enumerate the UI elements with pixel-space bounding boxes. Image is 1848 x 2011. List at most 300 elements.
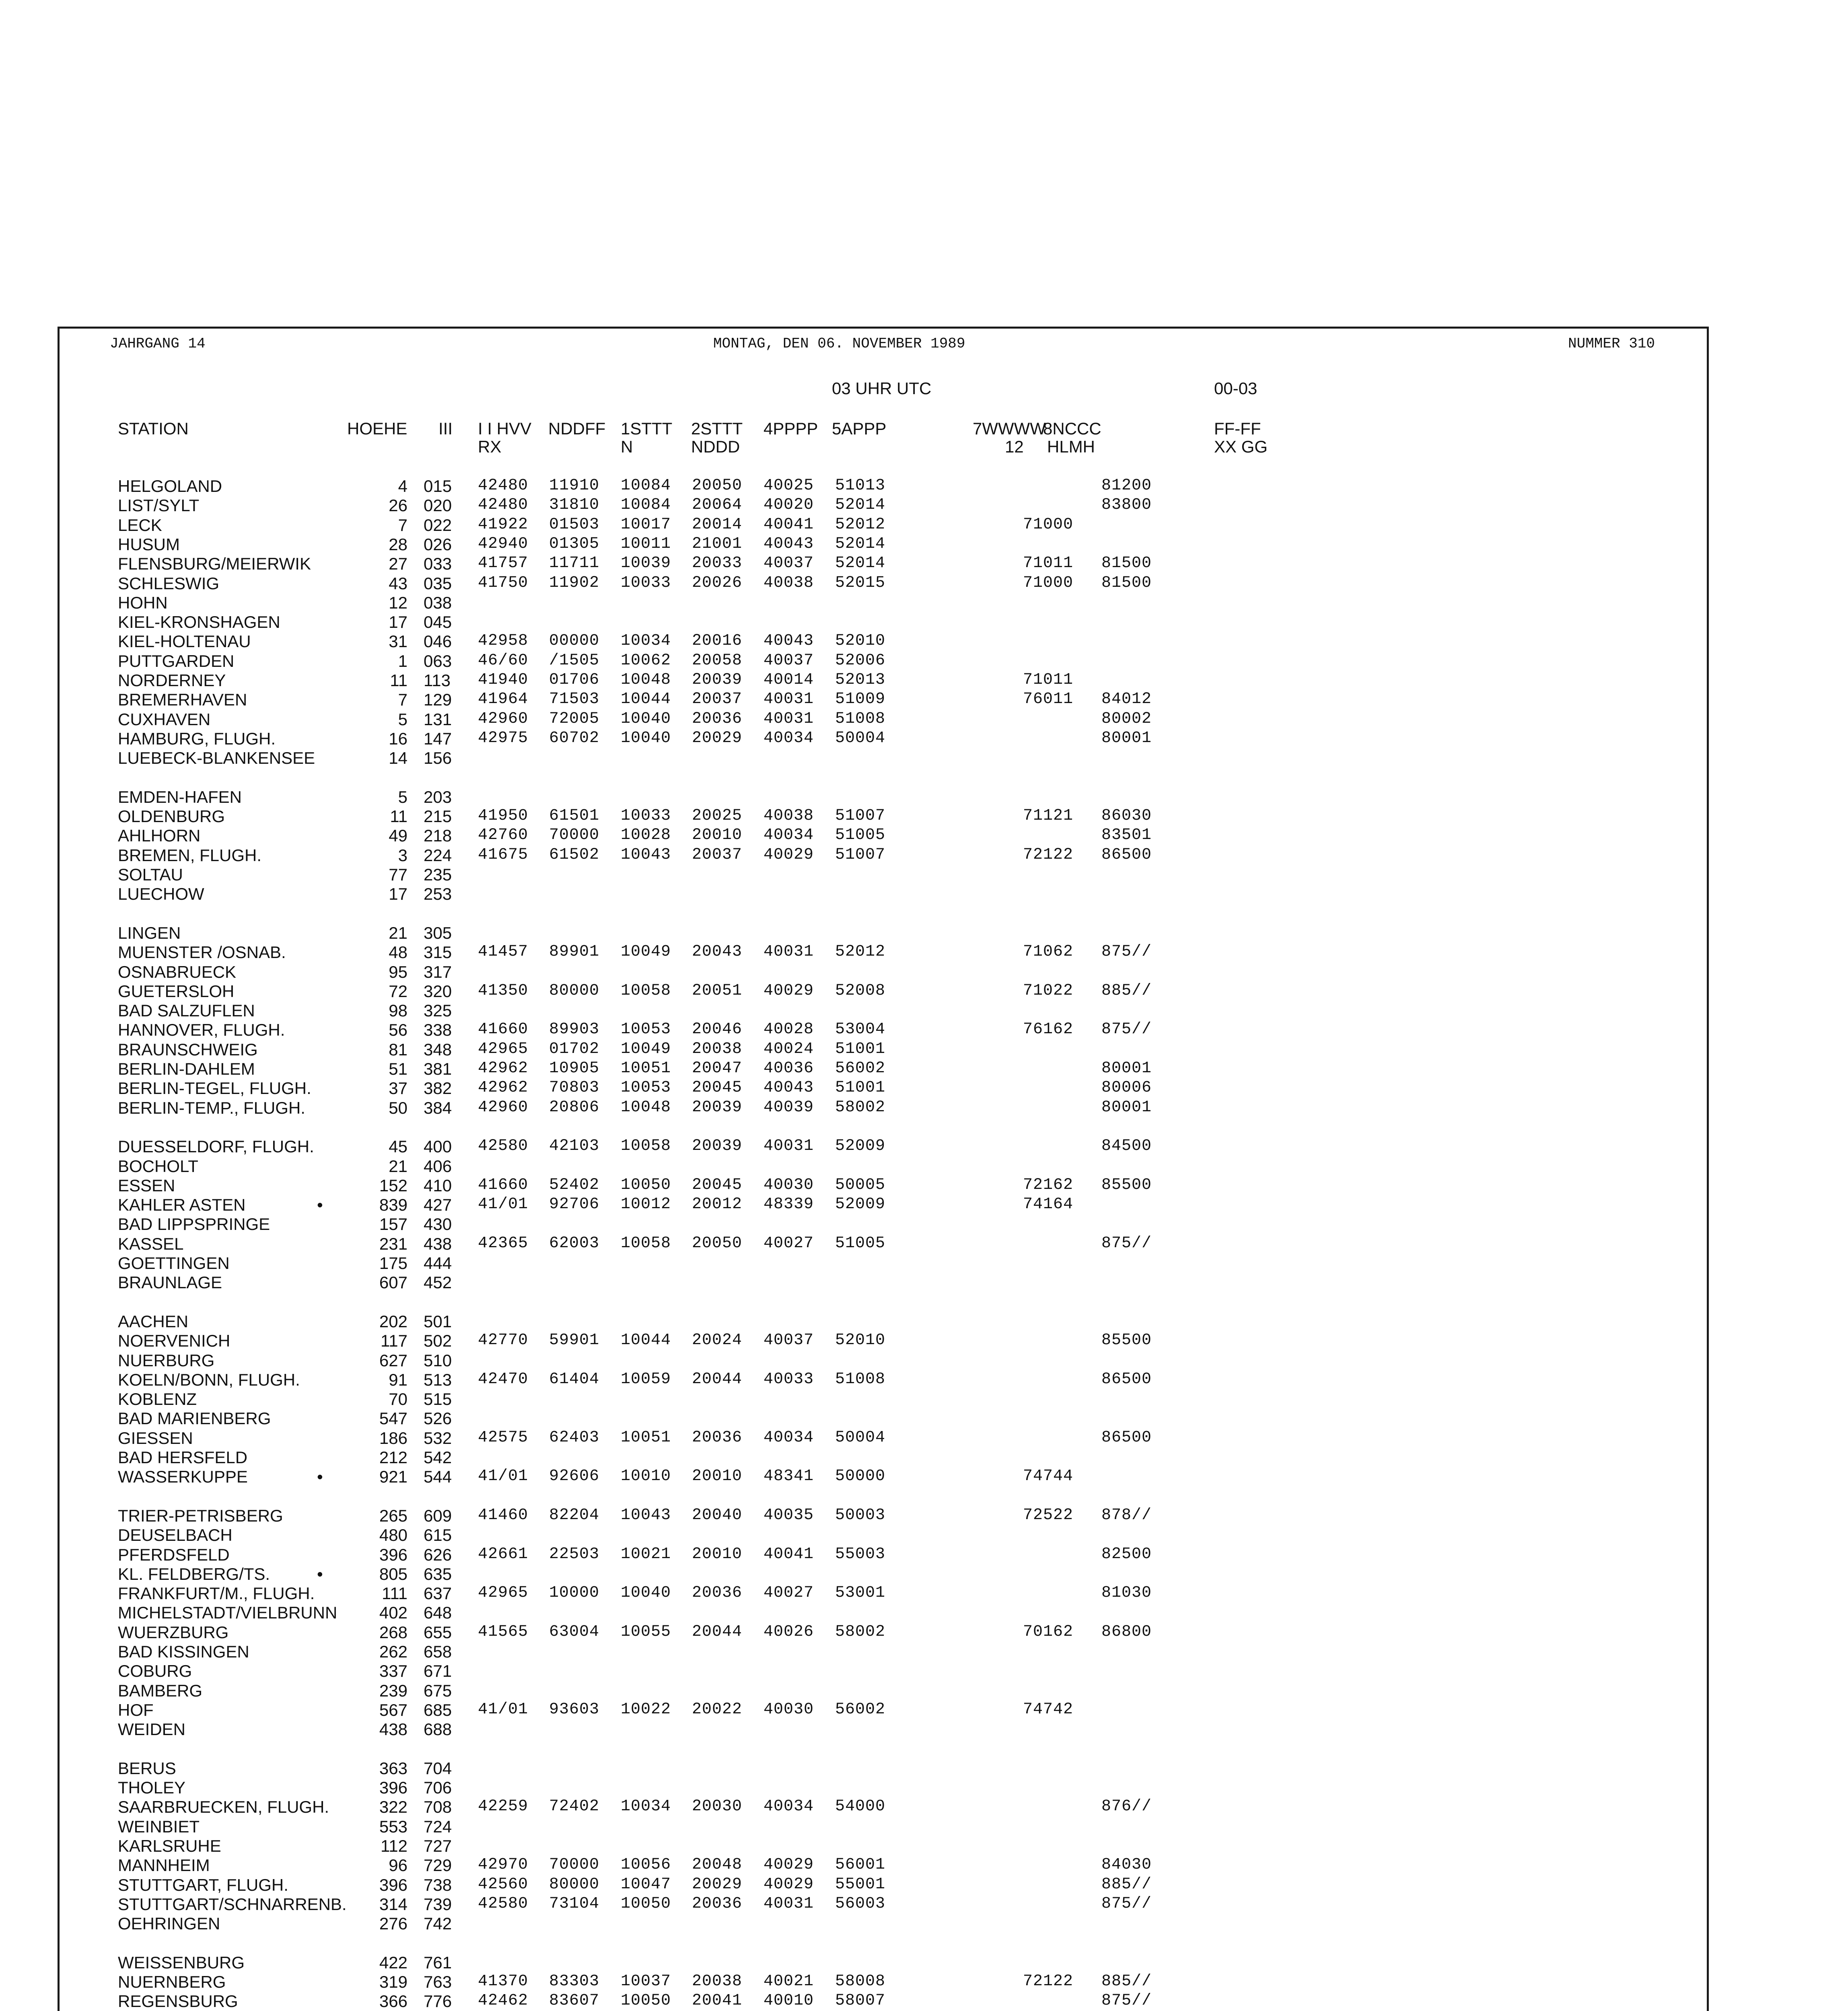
obs-group: 58002 <box>835 1622 886 1641</box>
station-name: BAD KISSINGEN <box>118 1642 249 1661</box>
obs-group: 52014 <box>835 535 886 553</box>
obs-group: 41/01 <box>478 1467 529 1486</box>
station-name: BREMERHAVEN <box>118 690 247 709</box>
obs-group: 41/01 <box>478 1195 529 1214</box>
obs-group: 10050 <box>621 1894 671 1913</box>
station-hoehe: 5 <box>398 709 407 729</box>
cloud-group: 875// <box>1101 1020 1152 1039</box>
cloud-group: 80001 <box>1101 1059 1152 1077</box>
obs-group: 10058 <box>621 1137 671 1156</box>
station-id: 015 <box>424 477 452 496</box>
cloud-group: 80006 <box>1101 1079 1152 1097</box>
col-ff-ff: FF-FF <box>1214 419 1261 438</box>
station-hoehe: 112 <box>381 1836 407 1855</box>
obs-group: 40037 <box>763 1331 814 1350</box>
station-hoehe: 839 <box>379 1195 407 1215</box>
obs-group: 55003 <box>835 1545 886 1563</box>
obs-group: 20036 <box>692 1584 743 1602</box>
cloud-group: 85500 <box>1101 1176 1152 1194</box>
obs-group: 41457 <box>478 943 529 961</box>
station-id: 761 <box>424 1953 452 1972</box>
obs-group: 20058 <box>692 651 743 670</box>
station-name: KAHLER ASTEN <box>118 1195 246 1215</box>
station-name: STUTTGART, FLUGH. <box>118 1875 288 1894</box>
col-station: STATION <box>118 419 189 438</box>
station-hoehe: 5 <box>398 787 407 806</box>
obs-group: 92606 <box>549 1467 600 1486</box>
obs-group: 20046 <box>692 1020 743 1039</box>
obs-group: 41460 <box>478 1506 529 1524</box>
station-id: 727 <box>424 1836 452 1855</box>
obs-group: 20050 <box>692 477 743 495</box>
obs-group: 80000 <box>549 1875 600 1894</box>
station-hoehe: 95 <box>389 962 407 981</box>
cloud-group: 80001 <box>1101 729 1152 747</box>
station-name: WEINBIET <box>118 1817 200 1836</box>
station-name: PFERDSFELD <box>118 1545 230 1564</box>
station-id: 544 <box>424 1467 452 1487</box>
obs-group: 61502 <box>549 845 600 864</box>
obs-group: 63004 <box>549 1622 600 1641</box>
obs-group: 52006 <box>835 651 886 670</box>
obs-group: 40010 <box>763 1992 814 2010</box>
station-name: KARLSRUHE <box>118 1836 221 1855</box>
obs-group: 10056 <box>621 1856 671 1874</box>
col-hoehe: HOEHE <box>347 419 407 438</box>
obs-group: 40029 <box>763 981 814 1000</box>
station-name: SOLTAU <box>118 865 183 884</box>
obs-group: 10017 <box>621 515 671 534</box>
station-id: 045 <box>424 613 452 632</box>
station-hoehe: 70 <box>389 1390 407 1409</box>
cloud-group: 875// <box>1101 1234 1152 1252</box>
obs-group: 51005 <box>835 1234 886 1252</box>
station-name: KOELN/BONN, FLUGH. <box>118 1370 300 1389</box>
obs-group: 42661 <box>478 1545 529 1563</box>
station-id: 131 <box>424 709 452 729</box>
obs-group: 52013 <box>835 671 886 689</box>
station-id: 315 <box>424 943 452 962</box>
obs-group: 20024 <box>692 1331 743 1350</box>
obs-group: 20064 <box>692 496 743 514</box>
station-name: BAMBERG <box>118 1681 203 1700</box>
obs-group: 20039 <box>692 1137 743 1156</box>
station-name: NORDERNEY <box>118 671 226 690</box>
obs-group: 58008 <box>835 1972 886 1991</box>
station-name: LECK <box>118 515 162 535</box>
obs-group: 41660 <box>478 1176 529 1194</box>
station-id: 510 <box>424 1351 452 1370</box>
station-hoehe: 547 <box>379 1409 407 1428</box>
obs-group: 41370 <box>478 1972 529 1991</box>
jahrgang-label: JAHRGANG 14 <box>110 335 206 352</box>
obs-group: 50004 <box>835 729 886 747</box>
station-name: REGENSBURG <box>118 1992 238 2011</box>
station-name: GIESSEN <box>118 1428 193 1448</box>
station-name: KIEL-KRONSHAGEN <box>118 613 280 632</box>
station-id: 129 <box>424 690 452 709</box>
obs-group: 40041 <box>763 1545 814 1563</box>
station-name: WUERZBURG <box>118 1622 229 1642</box>
obs-group: 20047 <box>692 1059 743 1077</box>
station-id: 609 <box>424 1506 452 1525</box>
station-name: LINGEN <box>118 923 181 942</box>
station-hoehe: 265 <box>379 1506 407 1525</box>
station-hoehe: 438 <box>379 1720 407 1739</box>
obs-group: 72402 <box>549 1797 600 1816</box>
station-name: STUTTGART/SCHNARRENB. <box>118 1894 347 1914</box>
obs-group: 42580 <box>478 1137 529 1156</box>
station-id: 635 <box>424 1564 452 1583</box>
obs-group: 48339 <box>763 1195 814 1214</box>
station-name: DEUSELBACH <box>118 1526 233 1545</box>
station-id: 022 <box>424 515 452 535</box>
station-id: 033 <box>424 554 452 574</box>
station-name: KOBLENZ <box>118 1390 197 1409</box>
station-hoehe: 262 <box>379 1642 407 1661</box>
station-name: AACHEN <box>118 1312 189 1331</box>
station-id: 729 <box>424 1856 452 1875</box>
time-range: 00-03 <box>1214 379 1257 398</box>
station-id: 513 <box>424 1370 452 1389</box>
obs-group: 83303 <box>549 1972 600 1991</box>
station-id: 235 <box>424 865 452 884</box>
station-id: 444 <box>424 1254 452 1273</box>
obs-group: 54000 <box>835 1797 886 1816</box>
obs-group: 61404 <box>549 1370 600 1388</box>
station-hoehe: 402 <box>379 1603 407 1622</box>
station-hoehe: 231 <box>379 1234 407 1253</box>
obs-group: 10037 <box>621 1972 671 1991</box>
obs-group: 40027 <box>763 1234 814 1252</box>
obs-group: 42960 <box>478 709 529 728</box>
obs-group: 20044 <box>692 1622 743 1641</box>
obs-group: 52010 <box>835 1331 886 1350</box>
station-id: 320 <box>424 981 452 1001</box>
cloud-group: 81500 <box>1101 574 1152 592</box>
obs-group: 42575 <box>478 1428 529 1447</box>
station-hoehe: 21 <box>389 923 407 942</box>
obs-group: 51007 <box>835 807 886 825</box>
station-name: BERLIN-TEGEL, FLUGH. <box>118 1079 311 1098</box>
station-hoehe: 3 <box>398 845 407 865</box>
cloud-group: 81500 <box>1101 554 1152 573</box>
obs-group: 40020 <box>763 496 814 514</box>
obs-group: 40021 <box>763 1972 814 1991</box>
station-hoehe: 553 <box>379 1817 407 1836</box>
obs-group: 10000 <box>549 1584 600 1602</box>
obs-group: 10010 <box>621 1467 671 1486</box>
obs-group: 20014 <box>692 515 743 534</box>
weather-group: 71011 <box>1023 671 1073 689</box>
obs-group: 20039 <box>692 1098 743 1117</box>
obs-group: 20044 <box>692 1370 743 1388</box>
station-id: 704 <box>424 1758 452 1778</box>
obs-group: 40024 <box>763 1040 814 1058</box>
obs-group: 20036 <box>692 1894 743 1913</box>
obs-group: 20039 <box>692 671 743 689</box>
station-hoehe: 396 <box>379 1545 407 1564</box>
obs-group: 71503 <box>549 690 600 709</box>
obs-group: 40025 <box>763 477 814 495</box>
cloud-group: 81200 <box>1101 477 1152 495</box>
report-date: MONTAG, DEN 06. NOVEMBER 1989 <box>713 335 965 352</box>
cloud-group: 84012 <box>1101 690 1152 709</box>
obs-group: 40041 <box>763 515 814 534</box>
cloud-group: 80002 <box>1101 709 1152 728</box>
station-hoehe: 396 <box>379 1778 407 1797</box>
obs-group: 01305 <box>549 535 600 553</box>
obs-group: 51013 <box>835 477 886 495</box>
station-name: MANNHEIM <box>118 1856 210 1875</box>
obs-group: 10043 <box>621 1506 671 1524</box>
obs-group: 21001 <box>692 535 743 553</box>
obs-group: 52015 <box>835 574 886 592</box>
obs-group: 50004 <box>835 1428 886 1447</box>
station-hoehe: 72 <box>389 981 407 1001</box>
obs-group: 11910 <box>549 477 600 495</box>
obs-group: 89903 <box>549 1020 600 1039</box>
obs-group: 10084 <box>621 477 671 495</box>
station-hoehe: 805 <box>379 1564 407 1583</box>
station-name: NUERBURG <box>118 1351 215 1370</box>
obs-group: 92706 <box>549 1195 600 1214</box>
station-hoehe: 7 <box>398 690 407 709</box>
obs-group: 10055 <box>621 1622 671 1641</box>
weather-group: 72122 <box>1023 1972 1073 1991</box>
col-7wwww: 7WWWW <box>973 419 1046 438</box>
cloud-group: 875// <box>1101 1894 1152 1913</box>
obs-group: 10051 <box>621 1428 671 1447</box>
station-name: HOF <box>118 1700 154 1719</box>
obs-group: 41750 <box>478 574 529 592</box>
obs-group: 20010 <box>692 1467 743 1486</box>
station-id: 406 <box>424 1156 452 1176</box>
station-name: BAD HERSFELD <box>118 1448 248 1467</box>
obs-group: 10053 <box>621 1079 671 1097</box>
obs-group: 52008 <box>835 981 886 1000</box>
station-hoehe: 21 <box>389 1156 407 1176</box>
obs-group: 55001 <box>835 1875 886 1894</box>
station-name: BRAUNSCHWEIG <box>118 1040 258 1059</box>
station-id: 742 <box>424 1914 452 1933</box>
obs-group: 42975 <box>478 729 529 747</box>
obs-group: 52009 <box>835 1195 886 1214</box>
obs-group: 41940 <box>478 671 529 689</box>
obs-group: 20033 <box>692 554 743 573</box>
station-name: GUETERSLOH <box>118 981 235 1001</box>
cloud-group: 86030 <box>1101 807 1152 825</box>
cloud-group: 82500 <box>1101 1545 1152 1563</box>
obs-group: 10047 <box>621 1875 671 1894</box>
station-name: BAD MARIENBERG <box>118 1409 271 1428</box>
obs-group: 20016 <box>692 632 743 650</box>
weather-group: 74164 <box>1023 1195 1073 1214</box>
obs-group: 11711 <box>549 554 600 573</box>
obs-group: 10062 <box>621 651 671 670</box>
cloud-group: 80001 <box>1101 1098 1152 1117</box>
station-hoehe: 212 <box>379 1448 407 1467</box>
obs-group: 40028 <box>763 1020 814 1039</box>
obs-group: 40034 <box>763 1428 814 1447</box>
cloud-group: 84500 <box>1101 1137 1152 1156</box>
obs-group: 41/01 <box>478 1700 529 1719</box>
station-hoehe: 98 <box>389 1001 407 1020</box>
weather-group: 72162 <box>1023 1176 1073 1194</box>
obs-group: 11902 <box>549 574 600 592</box>
col-8nccc: 8NCCC <box>1043 419 1101 438</box>
col-5appp: 5APPP <box>832 419 887 438</box>
obs-group: 20010 <box>692 1545 743 1563</box>
obs-group: 73104 <box>549 1894 600 1913</box>
station-name: HANNOVER, FLUGH. <box>118 1020 285 1040</box>
station-name: MUENSTER /OSNAB. <box>118 943 286 962</box>
obs-group: 20022 <box>692 1700 743 1719</box>
obs-group: 40029 <box>763 1875 814 1894</box>
obs-group: 20029 <box>692 729 743 747</box>
station-name: DUESSELDORF, FLUGH. <box>118 1137 314 1156</box>
obs-group: 89901 <box>549 943 600 961</box>
mountain-station-marker: • <box>317 1564 323 1583</box>
station-name: FRANKFURT/M., FLUGH. <box>118 1584 315 1603</box>
obs-group: 10021 <box>621 1545 671 1563</box>
station-hoehe: 81 <box>389 1040 407 1059</box>
station-hoehe: 152 <box>379 1176 407 1195</box>
station-hoehe: 268 <box>379 1622 407 1642</box>
weather-group: 76162 <box>1023 1020 1073 1039</box>
obs-group: 40037 <box>763 651 814 670</box>
station-name: BAD SALZUFLEN <box>118 1001 255 1020</box>
station-id: 708 <box>424 1797 452 1817</box>
station-id: 203 <box>424 787 452 806</box>
station-id: 688 <box>424 1720 452 1739</box>
obs-group: 10040 <box>621 709 671 728</box>
station-hoehe: 17 <box>389 613 407 632</box>
station-hoehe: 480 <box>379 1526 407 1545</box>
station-hoehe: 49 <box>389 826 407 845</box>
station-name: ESSEN <box>118 1176 175 1195</box>
cloud-group: 83501 <box>1101 826 1152 845</box>
obs-group: 70000 <box>549 1856 600 1874</box>
obs-group: 20043 <box>692 943 743 961</box>
obs-group: 10039 <box>621 554 671 573</box>
obs-group: 40030 <box>763 1176 814 1194</box>
station-id: 046 <box>424 632 452 651</box>
obs-group: 70000 <box>549 826 600 845</box>
station-hoehe: 56 <box>389 1020 407 1040</box>
obs-group: 10058 <box>621 1234 671 1252</box>
obs-group: 20037 <box>692 690 743 709</box>
cloud-group: 86500 <box>1101 845 1152 864</box>
obs-group: 40043 <box>763 1079 814 1097</box>
station-id: 113 <box>424 671 451 690</box>
station-hoehe: 157 <box>379 1215 407 1234</box>
station-name: KL. FELDBERG/TS. <box>118 1564 270 1583</box>
obs-group: 58002 <box>835 1098 886 1117</box>
obs-group: 00000 <box>549 632 600 650</box>
station-hoehe: 28 <box>389 535 407 554</box>
station-id: 384 <box>424 1098 452 1117</box>
obs-group: 40038 <box>763 807 814 825</box>
station-id: 637 <box>424 1584 452 1603</box>
station-hoehe: 45 <box>389 1137 407 1156</box>
station-id: 501 <box>424 1312 452 1331</box>
obs-group: 53001 <box>835 1584 886 1602</box>
obs-group: 20045 <box>692 1079 743 1097</box>
obs-group: 41950 <box>478 807 529 825</box>
station-hoehe: 51 <box>389 1059 407 1078</box>
station-name: OSNABRUECK <box>118 962 237 981</box>
report-number: NUMMER 310 <box>1568 335 1655 352</box>
obs-group: 72005 <box>549 709 600 728</box>
station-hoehe: 607 <box>379 1273 407 1292</box>
station-hoehe: 202 <box>379 1312 407 1331</box>
obs-group: 50005 <box>835 1176 886 1194</box>
station-name: LIST/SYLT <box>118 496 200 515</box>
obs-group: 40034 <box>763 729 814 747</box>
station-id: 648 <box>424 1603 452 1622</box>
cloud-group: 885// <box>1101 1875 1152 1894</box>
station-id: 515 <box>424 1390 452 1409</box>
station-name: AHLHORN <box>118 826 201 845</box>
station-name: WEIDEN <box>118 1720 185 1739</box>
station-hoehe: 12 <box>389 593 407 612</box>
weather-group: 71062 <box>1023 943 1073 961</box>
station-name: WEISSENBURG <box>118 1953 245 1972</box>
station-hoehe: 567 <box>379 1700 407 1719</box>
obs-group: 52012 <box>835 515 886 534</box>
station-name: OLDENBURG <box>118 807 225 826</box>
obs-group: 01503 <box>549 515 600 534</box>
obs-group: 40038 <box>763 574 814 592</box>
station-id: 626 <box>424 1545 452 1564</box>
obs-group: 10084 <box>621 496 671 514</box>
station-hoehe: 396 <box>379 1875 407 1894</box>
station-hoehe: 1 <box>398 651 407 670</box>
obs-group: 42962 <box>478 1059 529 1077</box>
obs-group: 51001 <box>835 1079 886 1097</box>
col-1sttt: 1STTT <box>621 419 673 438</box>
station-hoehe: 91 <box>389 1370 407 1389</box>
station-name: BOCHOLT <box>118 1156 198 1176</box>
station-id: 382 <box>424 1079 452 1098</box>
station-id: 452 <box>424 1273 452 1292</box>
station-hoehe: 31 <box>389 632 407 651</box>
weather-group: 72122 <box>1023 845 1073 864</box>
obs-group: 20048 <box>692 1856 743 1874</box>
obs-group: 20036 <box>692 1428 743 1447</box>
obs-group: 50003 <box>835 1506 886 1524</box>
obs-group: 42480 <box>478 477 529 495</box>
obs-group: 42958 <box>478 632 529 650</box>
station-name: EMDEN-HAFEN <box>118 787 242 806</box>
obs-group: 40036 <box>763 1059 814 1077</box>
obs-group: 40033 <box>763 1370 814 1388</box>
station-name: GOETTINGEN <box>118 1254 230 1273</box>
obs-group: 20037 <box>692 845 743 864</box>
obs-group: 60702 <box>549 729 600 747</box>
weather-group: 74744 <box>1023 1467 1073 1486</box>
obs-group: 10044 <box>621 1331 671 1350</box>
obs-group: 93603 <box>549 1700 600 1719</box>
obs-group: 40031 <box>763 709 814 728</box>
station-id: 381 <box>424 1059 452 1078</box>
station-hoehe: 16 <box>389 729 407 748</box>
station-name: HAMBURG, FLUGH. <box>118 729 276 748</box>
obs-group: 42103 <box>549 1137 600 1156</box>
obs-group: 62403 <box>549 1428 600 1447</box>
obs-group: 40039 <box>763 1098 814 1117</box>
